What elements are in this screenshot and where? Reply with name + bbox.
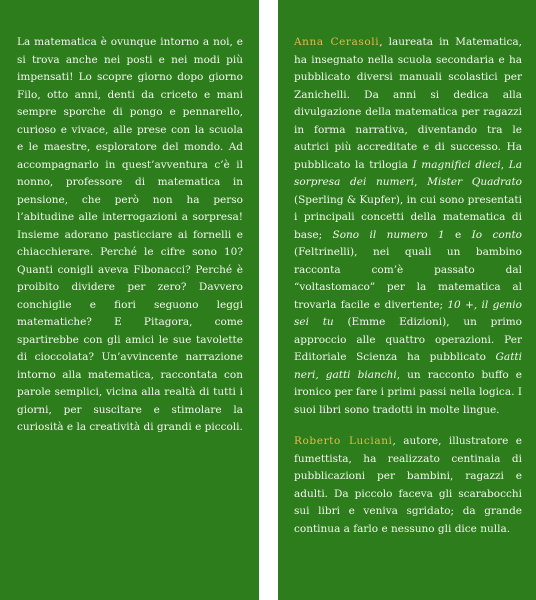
bio-text: , autore, illustratore e fumettista, ha realizzato centinaia di pubblicazioni per bambini, ragazzi e adulti. Da piccolo faceva gli scarabocchi sui libri e veniva sgridato; da grande continua a farlo e nessuno gli dice nulla. xyxy=(294,435,522,535)
bio-text: , un racconto buffo e ironico per fare i primi passi nella logica. I suoi libri sono tradotti in molte lingue. xyxy=(294,368,523,416)
author-name-luciani: Roberto Luciani xyxy=(294,435,393,447)
book-description: La matematica è ovunque intorno a noi, e si trova anche nei posti e nei modi più impensati! Lo scopre giorno dopo giorno Filo, otto anni, denti da criceto e mani sempre sporche di pongo e pennarello, curioso e vivace, alle prese con la scuola e le maestre, esploratore del mondo. Ad accompagnarlo in quest’avventura c’è il nonno, professore di matematica in pensione, che però non ha perso l’abitudine alle interrogazioni a sorpresa! Insieme adorano pasticciare ai fornelli e chiacchierare. Perché le cifre sono 10? Quanti conigli aveva Fibonacci? Perché è proibito dividere per zero? Davvero conchiglie e fiori seguono leggi matematiche? E Pitagora, come spartirebbe con gli amici le sue tavolette di cioccolata? Un’avvincente narrazione intorno alla matematica, raccontata con parole semplici, vicina alla realtà di tutti i giorni, per suscitare e stimolare la curiosità e la creatività di grandi e piccoli. xyxy=(17,36,243,433)
right-flap-panel xyxy=(278,0,536,600)
author-bio-cerasoli xyxy=(294,34,522,419)
left-flap-panel xyxy=(0,0,259,600)
author-bio-luciani xyxy=(294,433,522,538)
book-title: Io conto xyxy=(471,228,523,241)
book-title: 10 +, il genio sei tu xyxy=(294,298,522,328)
book-title: I magnifici dieci xyxy=(412,158,501,171)
book-title: Gatti neri, gatti bianchi xyxy=(294,351,522,381)
bio-text: , laureata in Matematica, ha insegnato nella scuola secondaria e ha pubblicato diversi manuali scolastici per Zanichelli. Da anni si dedica alla divulgazione della matematica per ragazzi in forma narrativa, diventando tra le autrici più accreditate e di successo. Ha pubblicato la trilogia xyxy=(294,36,522,171)
bio-text: , xyxy=(414,176,428,188)
book-title: La sorpresa dei numeri xyxy=(294,158,522,188)
bio-text: , xyxy=(500,158,509,171)
bio-text: (Feltrinelli), nei quali un bambino racconta com’è passato dal “voltastomaco” per la matematica al trovarla facile e divertente; xyxy=(294,246,522,311)
author-name-cerasoli: Anna Cerasoli xyxy=(294,36,380,48)
book-title: Sono il numero 1 xyxy=(332,228,445,241)
white-divider xyxy=(259,0,278,600)
bio-text: (Sperling & Kupfer), in cui sono presentati i principali concetti della matematica di base; xyxy=(294,193,522,241)
bio-text: (Emme Edizioni), un primo approccio alle quattro operazioni. Per Editoriale Scienza ha pubblicato xyxy=(294,316,523,363)
bio-text: e xyxy=(444,228,472,241)
book-title: Mister Quadrato xyxy=(427,176,522,188)
